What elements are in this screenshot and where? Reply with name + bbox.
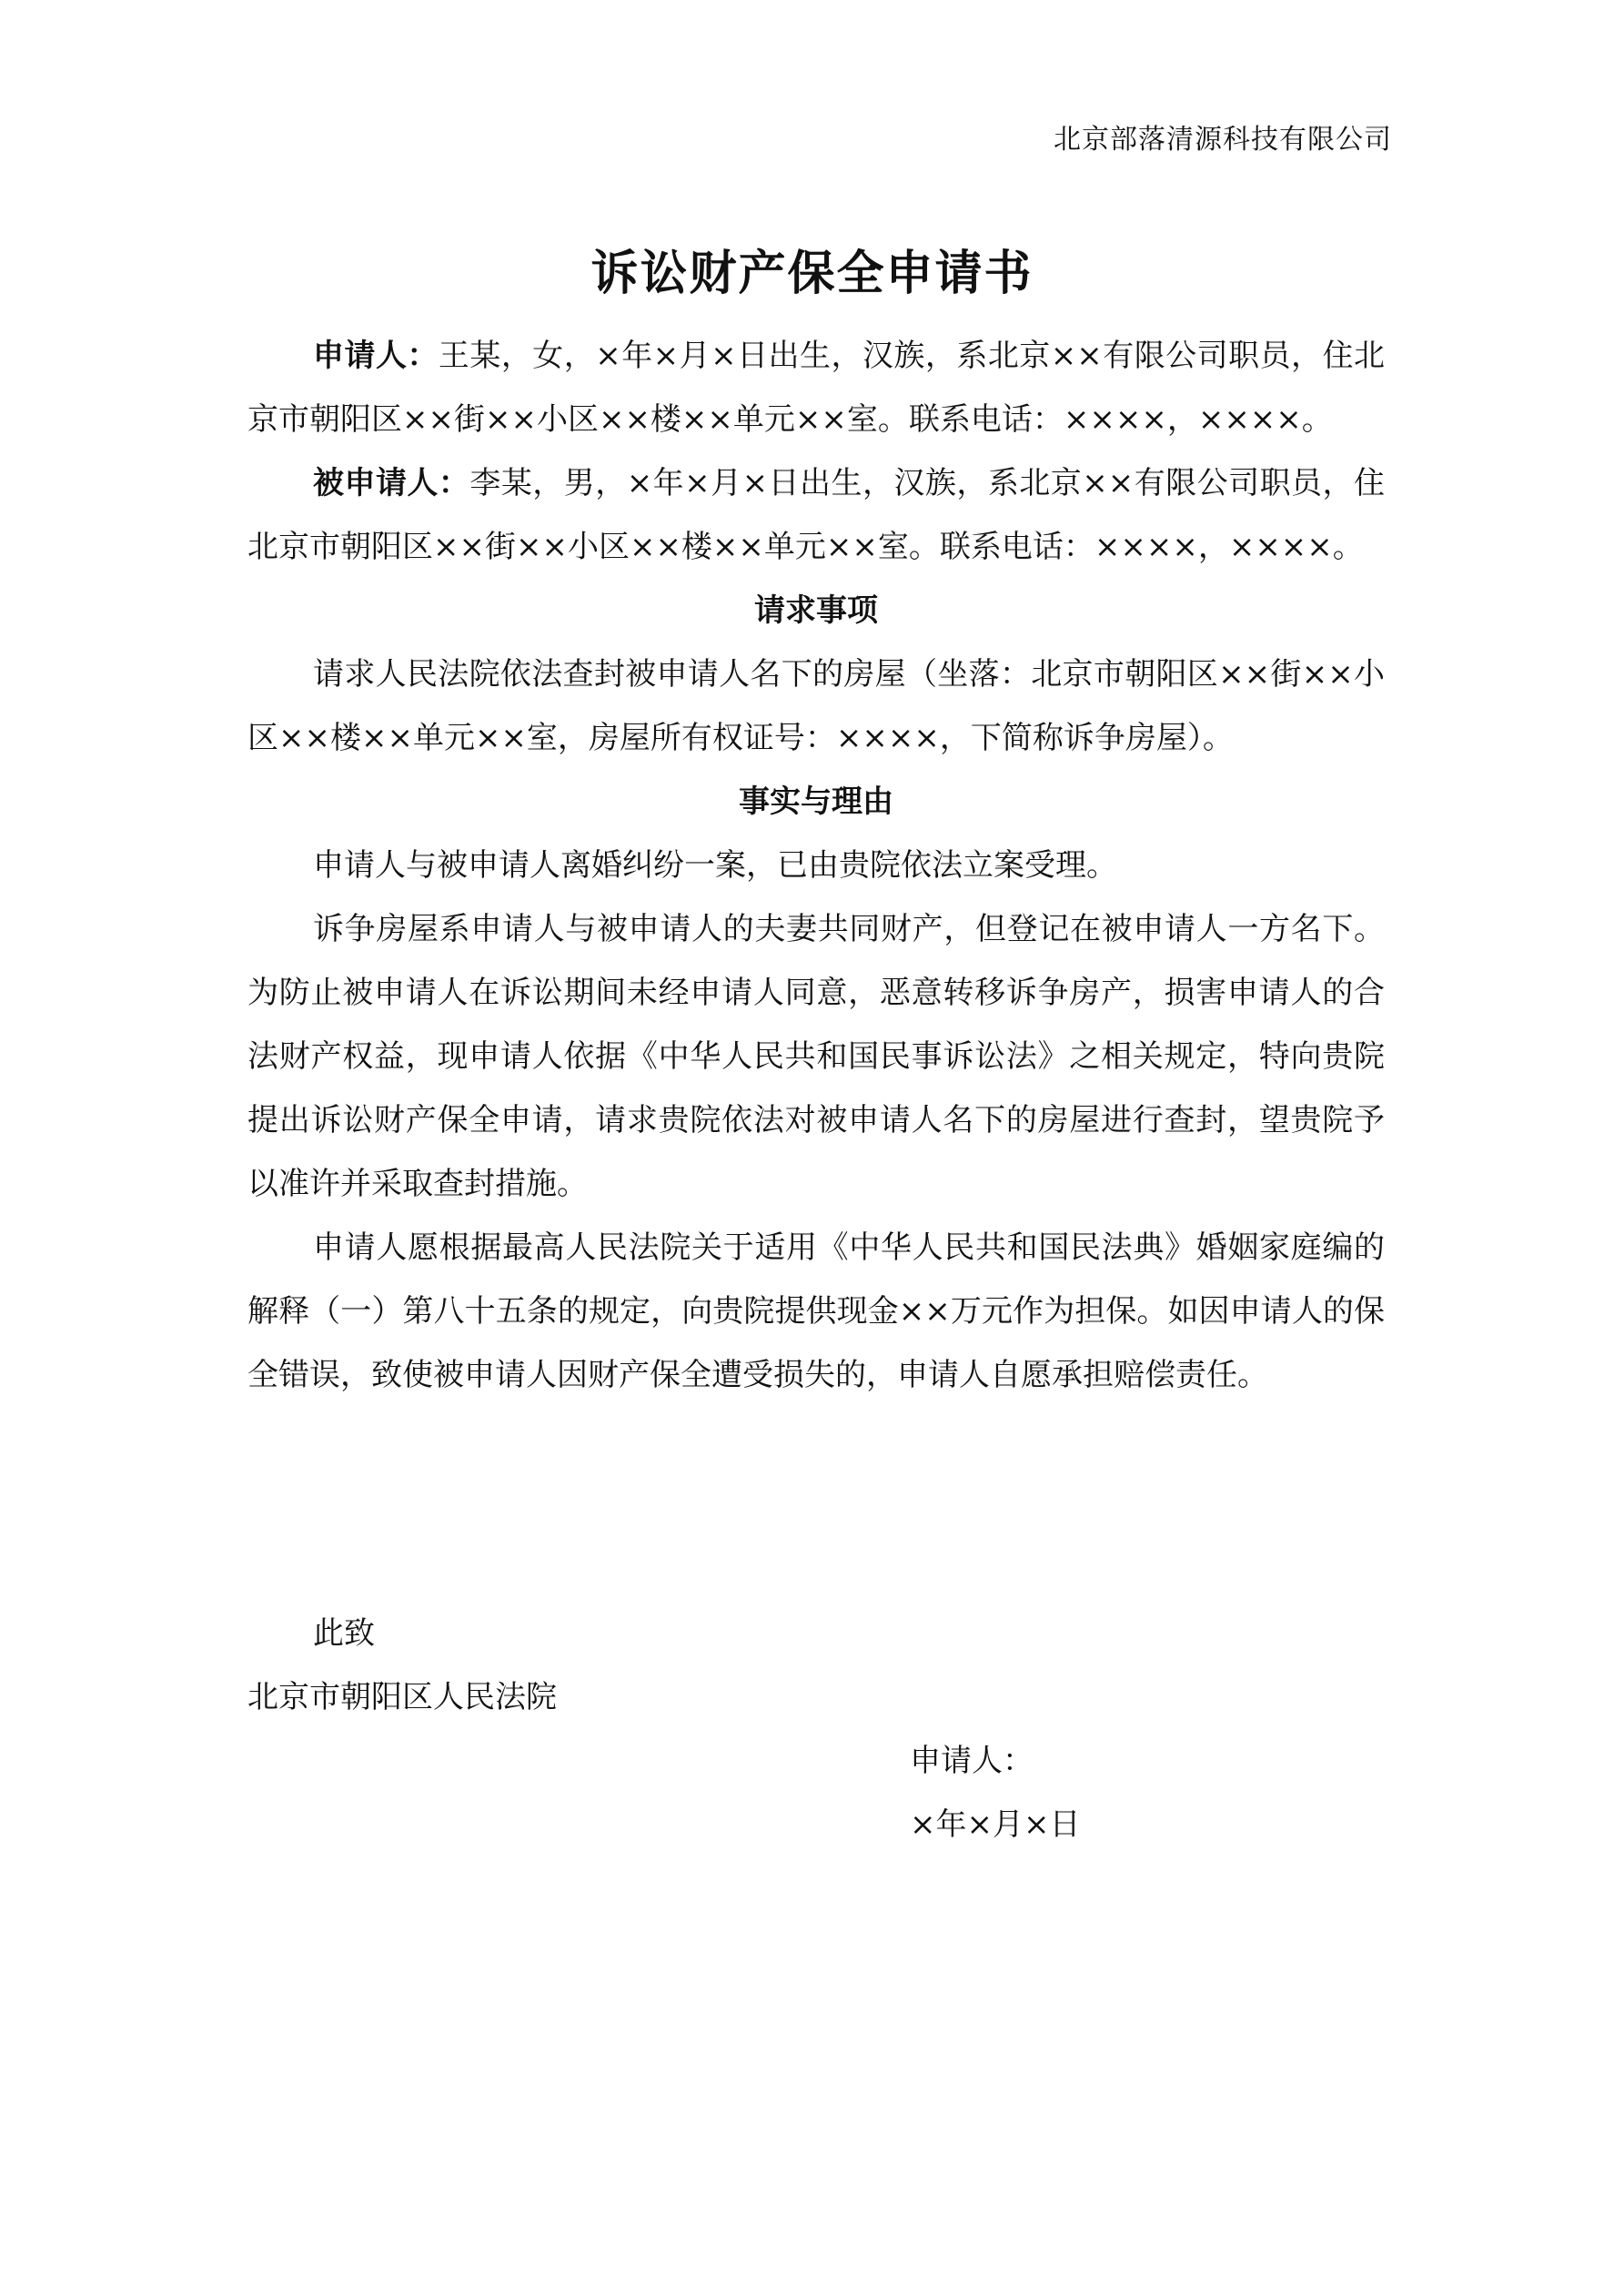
document-body: [247, 324, 1385, 1407]
respondent-text: 李某，男，×年×月×日出生，汉族，系北京××有限公司职员，住北京市朝阳区××街××小区××楼××单元××室。联系电话：××××，××××。: [247, 465, 1385, 565]
facts-heading: 事实与理由: [739, 784, 893, 820]
applicant-paragraph: [247, 324, 1385, 451]
applicant-text: 王某，女，×年×月×日出生，汉族，系北京××有限公司职员，住北京市朝阳区××街××小区××楼××单元××室。联系电话：××××，××××。: [247, 338, 1385, 438]
closing-block: [247, 1602, 557, 1729]
signature-label: 申请人：: [910, 1743, 1034, 1779]
signature-date: ×年×月×日: [910, 1806, 1081, 1843]
respondent-paragraph: [247, 451, 1385, 579]
company-header: 北京部落清源科技有限公司: [1054, 124, 1392, 156]
requests-heading: 请求事项: [754, 592, 878, 629]
facts-paragraph-3: 申请人愿根据最高人民法院关于适用《中华人民共和国民法典》婚姻家庭编的解释（一）第八十五条的规定，向贵院提供现金××万元作为担保。如因申请人的保全错误，致使被申请人因财产保全遭受损失的，申请人自愿承担赔偿责任。: [247, 1229, 1385, 1393]
respondent-label: 被申请人：: [313, 465, 470, 501]
document-title: 诉讼财产保全申请书: [590, 246, 1034, 301]
facts-paragraph-1: 申请人与被申请人离婚纠纷一案，已由贵院依法立案受理。: [313, 847, 1117, 884]
facts-paragraph-2: 诉争房屋系申请人与被申请人的夫妻共同财产，但登记在被申请人一方名下。为防止被申请人在诉讼期间未经申请人同意，恶意转移诉争房产，损害申请人的合法财产权益，现申请人依据《中华人民共和国民事诉讼法》之相关规定，特向贵院提出诉讼财产保全申请，请求贵院依法对被申请人名下的房屋进行查封，望贵院予以准许并采取查封措施。: [247, 911, 1385, 1202]
signature-block: [910, 1729, 1080, 1856]
applicant-label: 申请人：: [313, 338, 439, 374]
requests-paragraph: 请求人民法院依法查封被申请人名下的房屋（坐落：北京市朝阳区××街××小区××楼××单元××室，房屋所有权证号：××××，下简称诉争房屋）。: [247, 656, 1385, 756]
court-name: 北京市朝阳区人民法院: [247, 1679, 557, 1715]
salutation: 此致: [313, 1615, 375, 1652]
